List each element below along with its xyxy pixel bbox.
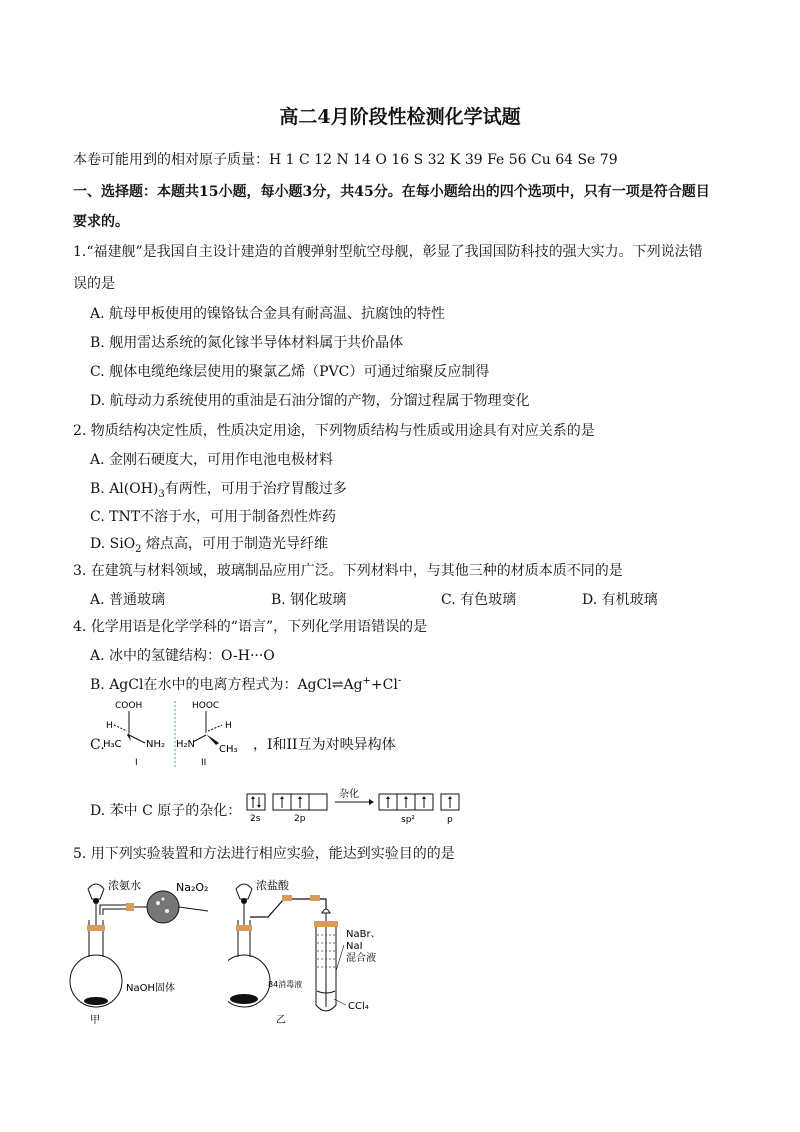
yi-mix-line1: NaBr、 <box>346 929 381 940</box>
q4-option-b: B. AgCl在水中的电离方程式为：AgCl⇌Ag++Cl- <box>90 675 402 693</box>
q2-option-b: B. $Al(OH)_3$有两性，可用于治疗胃酸过多 <box>90 481 347 500</box>
apparatus-jia <box>68 875 228 1025</box>
apparatus-yi <box>228 875 428 1025</box>
i-label: I <box>135 758 138 768</box>
q2-option-d: D. SiO$_2$ 熔点高，可用于制造光导纤维 <box>90 536 328 555</box>
ii-hooc: HOOC <box>192 701 220 711</box>
atomic-masses: 本卷可能用到的相对原子质量：H 1 C 12 N 14 O 16 S 32 K 39 Fe 56 Cu 64 Se 79 <box>73 152 618 168</box>
i-cooh: COOH <box>115 701 143 711</box>
q4-stem: 4. 化学用语是化学学科的“语言”，下列化学用语错误的是 <box>73 619 428 635</box>
jia-reagent-top: 浓氨水 <box>108 879 141 892</box>
yi-mix-line2: NaI <box>346 941 363 952</box>
yi-reagent-flask: 84消毒液 <box>268 980 303 989</box>
ii-label: II <box>201 758 207 768</box>
up-arrow-icon <box>298 796 302 808</box>
hybridization-label: 杂化 <box>339 789 359 800</box>
orbital-hybridization-diagram <box>243 786 463 826</box>
i-h: H <box>106 721 113 731</box>
q2-option-c: C. TNT不溶于水，可用于制备烈性炸药 <box>90 509 337 525</box>
q1-stem-cont: 误的是 <box>73 276 115 292</box>
up-arrow-icon <box>386 796 390 808</box>
jia-reagent-flask: NaOH固体 <box>126 983 175 994</box>
q3-option-a: A. 普通玻璃 <box>90 592 166 608</box>
up-arrow-icon <box>404 796 408 808</box>
pp-label: p <box>447 815 453 825</box>
q4-option-c-label: C. <box>90 737 105 753</box>
section-heading-cont: 要求的。 <box>73 214 129 230</box>
s-orbital-label: 2s <box>250 814 261 824</box>
q2-option-a: A. 金刚石硬度大，可用作电池电极材料 <box>90 452 334 468</box>
jia-label: 甲 <box>90 1015 100 1025</box>
q1-stem: 1.“福建舰”是我国自主设计建造的首艘弹射型航空母舰，彰显了我国国防科技的强大实力。下列说法错 <box>73 244 703 260</box>
p-orbital-label: 2p <box>294 814 306 824</box>
enantiomer-structures <box>103 697 253 769</box>
ii-ch3: CH₃ <box>219 744 238 755</box>
q1-option-b: B. 舰用雷达系统的氮化镓半导体材料属于共价晶体 <box>90 335 404 351</box>
yi-label: 乙 <box>276 1015 286 1025</box>
q3-option-d: D. 有机玻璃 <box>582 592 658 608</box>
q5-stem: 5. 用下列实验装置和方法进行相应实验，能达到实验目的的是 <box>73 846 455 862</box>
up-arrow-icon <box>251 796 255 808</box>
q1-option-a: A. 航母甲板使用的镍铬钛合金具有耐高温、抗腐蚀的特性 <box>90 306 446 322</box>
ii-h: H <box>225 721 232 731</box>
section-heading: 一、选择题：本题共15小题，每小题3分，共45分。在每小题给出的四个选项中，只有一项是符合题目 <box>73 184 710 200</box>
yi-ccl4: CCl₄ <box>348 1001 369 1012</box>
down-arrow-icon <box>257 797 261 808</box>
yi-reagent-top: 浓盐酸 <box>256 879 289 892</box>
ii-h2n: H₂N <box>176 739 196 750</box>
yi-mix-line3: 混合液 <box>346 953 376 964</box>
q2-stem: 2. 物质结构决定性质，性质决定用途，下列物质结构与性质或用途具有对应关系的是 <box>73 423 595 439</box>
q4-option-c-desc: ，I和II互为对映异构体 <box>253 737 396 753</box>
sp2-label: sp² <box>401 815 416 825</box>
q3-option-b: B. 钢化玻璃 <box>271 592 347 608</box>
q3-option-c: C. 有色玻璃 <box>441 592 517 608</box>
q4-option-a: A. 冰中的氢键结构：O-H···O <box>90 648 275 664</box>
up-arrow-icon <box>422 796 426 808</box>
i-nh2: NH₂ <box>146 739 166 750</box>
jia-reagent-tube: Na₂O₂ <box>176 881 209 894</box>
q1-option-c: C. 舰体电缆绝缘层使用的聚氯乙烯（PVC）可通过缩聚反应制得 <box>90 364 490 380</box>
q3-stem: 3. 在建筑与材料领域，玻璃制品应用广泛。下列材料中，与其他三种的材质本质不同的是 <box>73 563 623 579</box>
right-arrow-icon <box>369 799 374 805</box>
page-title: 高二4月阶段性检测化学试题 <box>279 106 521 128</box>
q4-option-d-label: D. 苯中 C 原子的杂化： <box>90 803 242 819</box>
i-ch3: H₃C <box>103 739 122 750</box>
q1-option-d: D. 航母动力系统使用的重油是石油分馏的产物，分馏过程属于物理变化 <box>90 393 530 409</box>
up-arrow-icon <box>280 796 284 808</box>
up-arrow-icon <box>448 796 452 808</box>
